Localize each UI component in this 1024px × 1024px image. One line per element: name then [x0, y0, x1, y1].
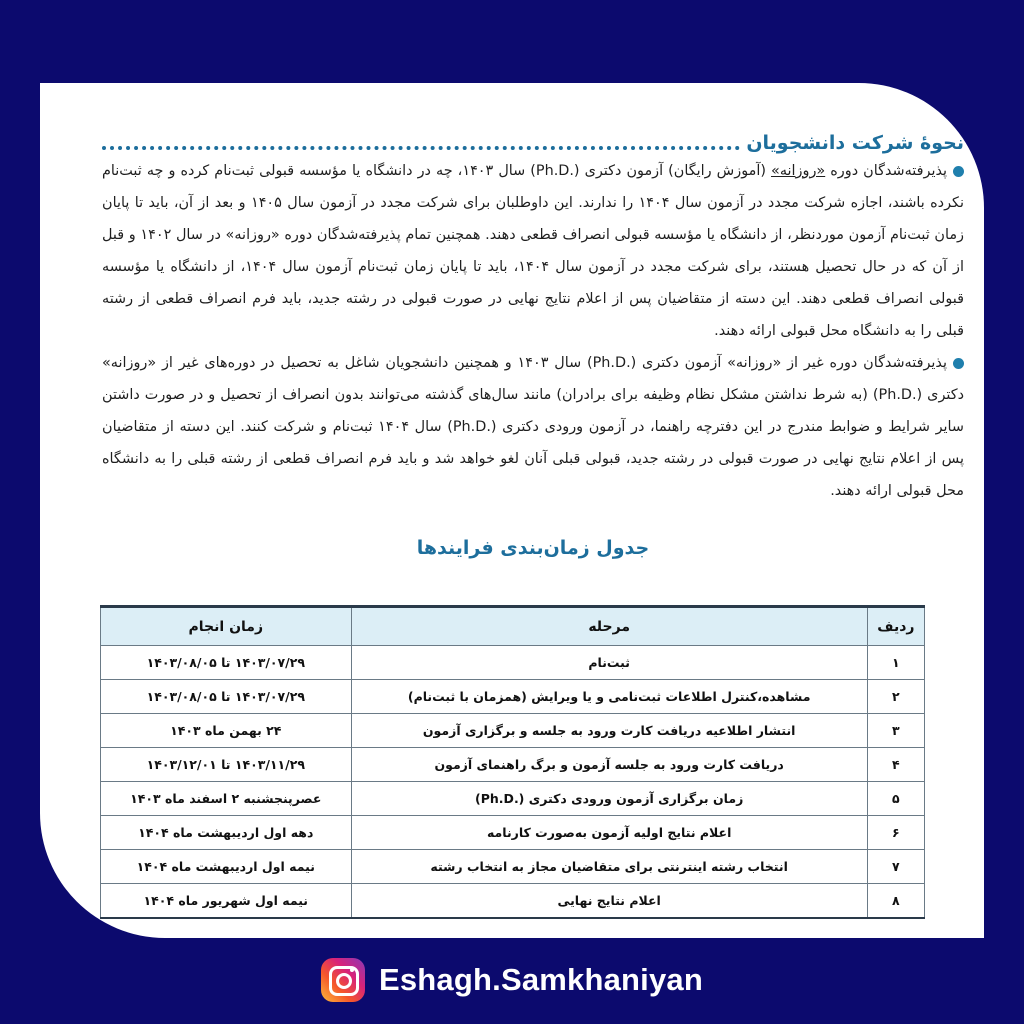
row-time: ۲۴ بهمن ماه ۱۴۰۳ [101, 714, 352, 748]
table-row [101, 714, 925, 748]
row-number: ۴ [867, 748, 924, 782]
table-title: جدول زمان‌بندی فرایندها [416, 537, 650, 559]
row-number: ۲ [867, 680, 924, 714]
bullet-icon [953, 166, 964, 177]
section-title: نحوهٔ شرکت دانشجویان [746, 132, 964, 155]
row-number: ۳ [867, 714, 924, 748]
row-time: دهه اول اردیبهشت ماه ۱۴۰۴ [101, 816, 352, 850]
table-header-row [101, 607, 925, 646]
dotted-leader [102, 146, 740, 150]
row-time: عصرپنجشنبه ۲ اسفند ماه ۱۴۰۳ [101, 782, 352, 816]
row-stage: مشاهده،کنترل اطلاعات ثبت‌نامی و یا ویرایش (همزمان با ثبت‌نام) [351, 680, 867, 714]
paragraph-1-start: پذیرفته‌شدگان دوره [825, 163, 948, 179]
row-number: ۶ [867, 816, 924, 850]
table-row [101, 646, 925, 680]
row-stage: انتشار اطلاعیه دریافت کارت ورود به جلسه و برگزاری آزمون [351, 714, 867, 748]
header-stage: مرحله [351, 607, 867, 646]
table-row [101, 748, 925, 782]
table-row [101, 850, 925, 884]
paragraph-2-text: پذیرفته‌شدگان دوره غیر از «روزانه» آزمون دکتری (.Ph.D) سال ۱۴۰۳ و همچنین دانشجویان شاغل به تحصیل در دوره‌های غیر از «روزانه» دکتری (.Ph.D) (به شرط نداشتن مشکل نظام وظیفه برای برادران) مانند سال‌های گذشته می‌توانند بدون انصراف از تحصیل و در صورت داشتن سایر شرایط و ضوابط مندرج در این دفترچه راهنما، در آزمون ورودی دکتری (.Ph.D) سال ۱۴۰۴ ثبت‌نام و شرکت کنند. این دسته از متقاضیان پس از اعلام نتایج نهایی در صورت قبولی در رشته جدید، قبولی قبلی آنان لغو خواهد شد و باید فرم انصراف قطعی از رشته قبلی را به دانشگاه محل قبولی ارائه دهند. [102, 355, 964, 499]
row-time: ۱۴۰۳/۱۱/۲۹ تا ۱۴۰۳/۱۲/۰۱ [101, 748, 352, 782]
document-card [40, 83, 984, 938]
table-row [101, 782, 925, 816]
paragraph-1-keyword: «روزانه» [771, 163, 826, 179]
schedule-table [100, 605, 925, 919]
row-time: ۱۴۰۳/۰۷/۲۹ تا ۱۴۰۳/۰۸/۰۵ [101, 646, 352, 680]
paragraph-1-rest: (آموزش رایگان) آزمون دکتری (.Ph.D) سال ۱۴۰۳، چه در دانشگاه یا مؤسسه قبولی ثبت‌نام کرده و چه ثبت‌نام نکرده باشند، اجازه شرکت مجدد در آزمون سال ۱۴۰۴ را ندارند. این داوطلبان برای شرکت مجدد در آزمون سال ۱۴۰۵ و بعد از آن، باید تا پایان زمان ثبت‌نام آزمون موردنظر، از دانشگاه یا مؤسسه قبولی انصراف قطعی دهند. همچنین تمام پذیرفته‌شدگان دوره «روزانه» در سال ۱۴۰۲ و قبل از آن که در حال تحصیل هستند، برای شرکت مجدد در آزمون سال ۱۴۰۴، باید تا پایان زمان ثبت‌نام آزمون سال ۱۴۰۴، از دانشگاه یا مؤسسه قبولی انصراف قطعی دهند. این دسته از متقاضیان پس از اعلام نتایج نهایی در صورت قبولی در رشته جدید، باید فرم انصراف قطعی از رشته قبلی را به دانشگاه محل قبولی ارائه دهند. [102, 163, 965, 339]
paragraph-1 [102, 155, 964, 347]
instagram-icon-dot [350, 968, 354, 972]
row-stage: زمان برگزاری آزمون ورودی دکتری (.Ph.D) [351, 782, 867, 816]
header-row-number: ردیف [867, 607, 924, 646]
row-number: ۵ [867, 782, 924, 816]
row-stage: انتخاب رشته اینترنتی برای متقاضیان مجاز به انتخاب رشته [351, 850, 867, 884]
row-stage: اعلام نتایج اولیه آزمون به‌صورت کارنامه [351, 816, 867, 850]
row-time: ۱۴۰۳/۰۷/۲۹ تا ۱۴۰۳/۰۸/۰۵ [101, 680, 352, 714]
table-row [101, 884, 925, 919]
document-content [102, 123, 964, 565]
instagram-handle: Eshagh.Samkhaniyan [378, 962, 704, 997]
row-stage: ثبت‌نام [351, 646, 867, 680]
footer-watermark [0, 950, 1024, 1010]
table-row [101, 680, 925, 714]
row-number: ۷ [867, 850, 924, 884]
bullet-icon [953, 358, 964, 369]
row-time: نیمه اول شهریور ماه ۱۴۰۴ [101, 884, 352, 919]
section-header [102, 123, 964, 155]
instagram-icon [321, 958, 365, 1002]
row-number: ۸ [867, 884, 924, 919]
row-time: نیمه اول اردیبهشت ماه ۱۴۰۴ [101, 850, 352, 884]
row-stage: اعلام نتایج نهایی [351, 884, 867, 919]
table-row [101, 816, 925, 850]
paragraph-2 [102, 347, 964, 507]
row-number: ۱ [867, 646, 924, 680]
row-stage: دریافت کارت ورود به جلسه آزمون و برگ راهنمای آزمون [351, 748, 867, 782]
header-time: زمان انجام [101, 607, 352, 646]
